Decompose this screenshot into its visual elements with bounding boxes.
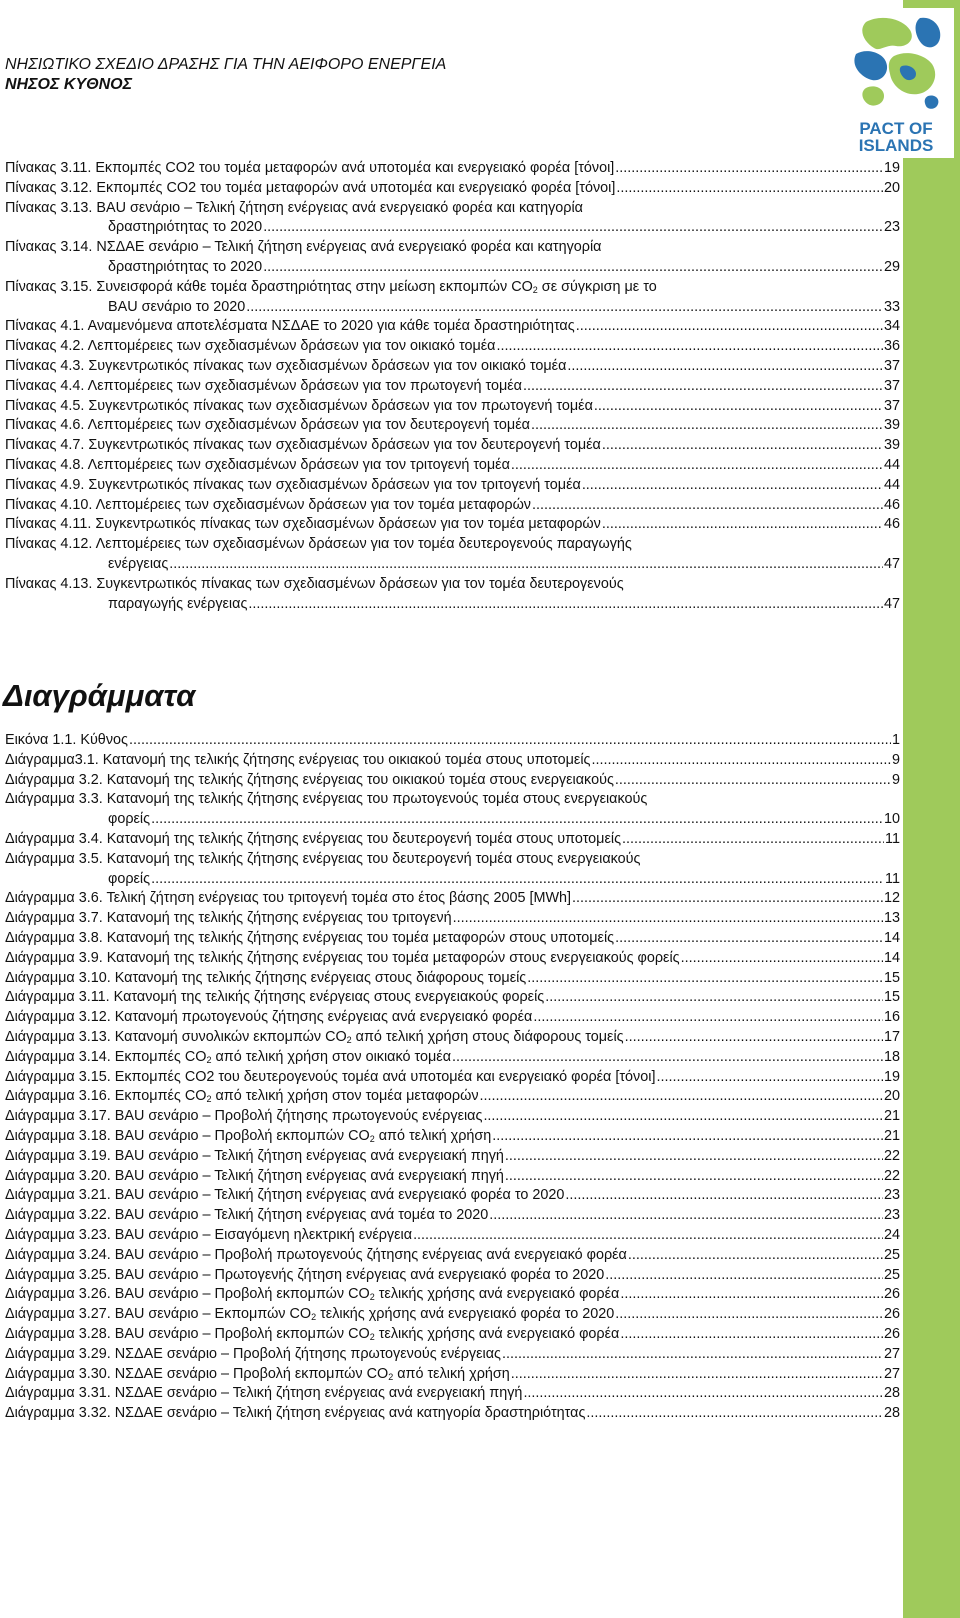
entry-title-wrap: παραγωγής ενέργειας (108, 595, 248, 612)
entry-title: BAU σενάριο – Προβολή εκπομπών CO (114, 1325, 370, 1342)
entry-title-wrap: BAU σενάριο το 2020 (108, 298, 246, 315)
dot-leader (169, 555, 883, 575)
entry-title-wrap: ενέργειας (108, 555, 169, 572)
dot-leader (413, 1226, 883, 1246)
entry-label: Διάγραμμα 3.4. (5, 830, 103, 847)
toc-entry[interactable] (5, 535, 900, 575)
dot-leader (628, 1246, 883, 1266)
dot-leader (620, 1325, 883, 1345)
diagrams-heading: Διαγράμματα (3, 678, 196, 713)
entry-page-number: 44 (883, 456, 900, 473)
toc-entry[interactable] (5, 1404, 900, 1424)
dot-leader (602, 436, 883, 456)
entry-page-number: 46 (883, 496, 900, 513)
entry-title-continued: σε σύγκριση με το (537, 278, 657, 295)
dot-leader (545, 988, 883, 1008)
entry-page-number: 37 (883, 397, 900, 414)
entry-title: Συγκεντρωτικός πίνακας των σχεδιασμένων δράσεων για τον τριτογενή τομέα (88, 476, 581, 493)
entry-title: Εκπομπές CO2 του δευτερογενούς τομέα ανά υποτομέα και ενεργειακό φορέα [τόνοι] (114, 1068, 656, 1085)
entry-page-number: 11 (885, 830, 900, 847)
entry-page-number: 18 (883, 1048, 900, 1065)
entry-page-number: 20 (883, 179, 900, 196)
entry-page-number: 29 (883, 258, 900, 275)
entry-label: Διάγραμμα 3.6. (5, 890, 103, 907)
entry-label: Διάγραμμα 3.3. (5, 791, 103, 808)
entry-page-number: 39 (883, 417, 900, 434)
entry-label: Διάγραμμα 3.26. (5, 1286, 111, 1303)
entry-page-number: 9 (891, 751, 900, 768)
entry-title: ΝΣΔΑΕ σενάριο – Τελική ζήτηση ενέργειας ανά κατηγορία δραστηριότητας (114, 1405, 586, 1422)
dot-leader (452, 1048, 883, 1068)
entry-title-continued: από τελική χρήση στους διάφορους τομείς (351, 1028, 624, 1045)
entry-label: Διάγραμμα 3.31. (5, 1385, 111, 1402)
logo-text-line2: ISLANDS (858, 136, 934, 155)
subscript: 2 (206, 1094, 212, 1105)
entry-title: Εκπομπές CO2 του τομέα μεταφορών ανά υποτομέα και ενεργειακό φορέα [τόνοι] (96, 179, 616, 196)
entry-title: BAU σενάριο – Τελική ζήτηση ενέργειας ανά ενεργειακό φορέα και κατηγορία (96, 199, 583, 216)
toc-entry[interactable] (5, 416, 900, 436)
entry-title-continued: από τελική χρήση στον τομέα μεταφορών (211, 1088, 479, 1105)
entry-label: Πίνακας 4.1. (5, 318, 85, 335)
entry-page-number: 23 (883, 1187, 900, 1204)
entry-label: Διάγραμμα 3.9. (5, 949, 103, 966)
entry-title: Κατανομή της τελικής ζήτησης ενέργειας του δευτερογενή τομέα στους υποτομείς (106, 830, 622, 847)
dot-leader (502, 1345, 883, 1365)
dot-leader (615, 1305, 883, 1325)
entry-label: Πίνακας 3.13. (5, 199, 93, 216)
entry-page-number: 22 (883, 1147, 900, 1164)
entry-label: Διάγραμμα 3.12. (5, 1009, 111, 1026)
entry-title: BAU σενάριο – Τελική ζήτηση ενέργειας ανά τομέα το 2020 (114, 1207, 489, 1224)
dot-leader (527, 969, 883, 989)
dot-leader (576, 317, 883, 337)
entry-title: Συγκεντρωτικός πίνακας των σχεδιασμένων δράσεων για τον πρωτογενή τομέα (88, 397, 593, 414)
entry-label: Διάγραμμα 3.24. (5, 1246, 111, 1263)
entry-label: Διάγραμμα 3.15. (5, 1068, 111, 1085)
entry-label: Πίνακας 3.11. (5, 160, 92, 176)
entry-page-number: 15 (883, 969, 900, 986)
entry-title: Κατανομή πρωτογενούς ζήτησης ενέργειας ανά ενεργειακό φορέα (114, 1009, 533, 1026)
toc-entry[interactable] (5, 1285, 900, 1305)
entry-title-continued: τελικής χρήσης ανά ενεργειακό φορέα το 2020 (316, 1306, 615, 1323)
dot-leader (505, 1167, 883, 1187)
right-green-margin-bar (903, 0, 960, 1618)
entry-title: Κατανομή της τελικής ζήτησης ενέργειας του τριτογενή (106, 910, 452, 927)
entry-page-number: 19 (883, 1068, 900, 1085)
entry-label: Εικόνα 1.1. (5, 732, 77, 748)
entry-label: Διάγραμμα 3.19. (5, 1147, 111, 1164)
toc-entry[interactable] (5, 456, 900, 476)
entry-title: Κύθνος (80, 732, 128, 748)
dot-leader (625, 1028, 883, 1048)
entry-page-number: 27 (883, 1365, 900, 1382)
dot-leader (246, 298, 883, 318)
toc-entry[interactable] (5, 1127, 900, 1147)
entry-label: Διάγραμμα 3.22. (5, 1207, 111, 1224)
header-subtitle: ΝΗΣΟΣ ΚΥΘΝΟΣ (5, 76, 133, 93)
toc-entry[interactable] (5, 1384, 900, 1404)
subscript: 2 (369, 1133, 375, 1144)
entry-title-continued: από τελική χρήση στον οικιακό τομέα (211, 1048, 452, 1065)
entry-title: Συνεισφορά κάθε τομέα δραστηριότητας στην μείωση εκπομπών CO (96, 278, 533, 295)
entry-title: BAU σενάριο – Τελική ζήτηση ενέργειας ανά ενεργειακό φορέα το 2020 (114, 1187, 565, 1204)
toc-entry[interactable] (5, 1087, 900, 1107)
dot-leader (505, 1147, 883, 1167)
toc-entry[interactable] (5, 199, 900, 239)
toc-entry[interactable] (5, 317, 900, 337)
dot-leader (616, 179, 883, 199)
entry-title: BAU σενάριο – Προβολή εκπομπών CO (114, 1127, 370, 1144)
entry-page-number: 1 (891, 732, 900, 748)
toc-entry[interactable] (5, 929, 900, 949)
dot-leader (591, 751, 891, 771)
toc-entry[interactable] (5, 496, 900, 516)
toc-entry[interactable] (5, 1325, 900, 1345)
dot-leader (594, 397, 883, 417)
entry-label: Διάγραμμα 3.7. (5, 910, 103, 927)
entry-title-continued: από τελική χρήση (374, 1127, 492, 1144)
document-header (5, 55, 446, 95)
entry-label: Διάγραμμα 3.11. (5, 989, 110, 1006)
entry-title: Εκπομπές CO (114, 1088, 207, 1105)
entry-page-number: 9 (891, 771, 900, 788)
entry-title: Συγκεντρωτικός πίνακας των σχεδιασμένων δράσεων για τον τομέα δευτερογενούς (96, 575, 624, 592)
entry-title: Αναμενόμενα αποτελέσματα ΝΣΔΑΕ το 2020 για κάθε τομέα δραστηριότητας (87, 318, 575, 335)
subscript: 2 (532, 284, 538, 295)
entry-page-number: 11 (885, 870, 900, 887)
entry-page-number: 26 (883, 1286, 900, 1303)
entry-title: Εκπομπές CO (114, 1048, 207, 1065)
toc-entry[interactable] (5, 159, 900, 179)
toc-entry[interactable] (5, 790, 900, 830)
dot-leader (656, 1068, 883, 1088)
entry-title-wrap: φορείς (108, 811, 151, 828)
entry-title: BAU σενάριο – Προβολή εκπομπών CO (114, 1286, 370, 1303)
entry-title: Κατανομή συνολικών εκπομπών CO (114, 1028, 347, 1045)
toc-entry[interactable] (5, 1365, 900, 1385)
entry-title: Κατανομή της τελικής ζήτησης ενέργειας του τομέα μεταφορών στους ενεργειακούς φορείς (106, 949, 680, 966)
entry-page-number: 14 (883, 929, 900, 946)
toc-entry[interactable] (5, 1167, 900, 1187)
entry-title: Συγκεντρωτικός πίνακας των σχεδιασμένων δράσεων για τον δευτερογενή τομέα (88, 437, 601, 454)
entry-title: Κατανομή της τελικής ζήτησης ενέργειας του πρωτογενούς τομέα στους ενεργειακούς (106, 791, 648, 808)
entry-page-number: 26 (883, 1325, 900, 1342)
toc-entry[interactable] (5, 476, 900, 496)
toc-entry[interactable] (5, 830, 900, 850)
toc-entry[interactable] (5, 238, 900, 278)
entry-label: Διάγραμμα 3.18. (5, 1127, 111, 1144)
entry-title: Κατανομή της τελικής ζήτησης ενέργειας του δευτερογενή τομέα στους ενεργειακούς (106, 850, 641, 867)
toc-entry[interactable] (5, 1246, 900, 1266)
entry-title: BAU σενάριο – Προβολή ζήτησης πρωτογενούς ενέργειας (114, 1108, 483, 1125)
dot-leader (511, 1365, 883, 1385)
toc-entry[interactable] (5, 969, 900, 989)
entry-label: Διάγραμμα3.1. (5, 751, 99, 768)
toc-entry[interactable] (5, 179, 900, 199)
dot-leader (480, 1087, 883, 1107)
subscript: 2 (206, 1054, 212, 1065)
entry-label: Διάγραμμα 3.8. (5, 929, 103, 946)
entry-title: Συγκεντρωτικός πίνακας των σχεδιασμένων δράσεων για τον τομέα μεταφορών (95, 516, 601, 533)
entry-page-number: 23 (883, 1207, 900, 1224)
dot-leader (151, 810, 883, 830)
entry-title: Κατανομή της τελικής ζήτησης ενέργειας στους διάφορους τομείς (114, 969, 527, 986)
entry-title: ΝΣΔΑΕ σενάριο – Προβολή ζήτησης πρωτογενούς ενέργειας (114, 1345, 501, 1362)
entry-label: Πίνακας 3.12. (5, 179, 93, 196)
dot-leader (523, 377, 883, 397)
toc-entry[interactable] (5, 1266, 900, 1286)
entry-page-number: 44 (883, 476, 900, 493)
dot-leader (567, 357, 883, 377)
toc-entry[interactable] (5, 1147, 900, 1167)
toc-entry[interactable] (5, 1186, 900, 1206)
subscript: 2 (388, 1371, 394, 1382)
entry-title: BAU σενάριο – Προβολή πρωτογενούς ζήτησης ενέργειας ανά ενεργειακό φορέα (114, 1246, 627, 1263)
entry-page-number: 28 (883, 1405, 900, 1422)
toc-entry[interactable] (5, 751, 900, 771)
entry-label: Διάγραμμα 3.30. (5, 1365, 111, 1382)
entry-page-number: 33 (883, 298, 900, 315)
entry-label: Διάγραμμα 3.20. (5, 1167, 111, 1184)
toc-entry[interactable] (5, 1345, 900, 1365)
toc-entry[interactable] (5, 771, 900, 791)
entry-label: Πίνακας 3.15. (5, 278, 93, 295)
toc-entry[interactable] (5, 357, 900, 377)
dot-leader (602, 515, 883, 535)
entry-page-number: 39 (883, 437, 900, 454)
dot-leader (248, 595, 883, 615)
entry-label: Πίνακας 3.14. (5, 239, 93, 256)
entry-label: Διάγραμμα 3.32. (5, 1405, 111, 1422)
islands-map-icon (836, 8, 954, 120)
entry-label: Πίνακας 4.10. (5, 496, 93, 513)
entry-title-continued: από τελική χρήση (393, 1365, 510, 1382)
entry-title: BAU σενάριο – Τελική ζήτηση ενέργειας ανά ενεργειακή πηγή (114, 1147, 504, 1164)
entry-title: Λεπτομέρειες των σχεδιασμένων δράσεων για τον πρωτογενή τομέα (87, 377, 522, 394)
entry-title: Τελική ζήτηση ενέργειας του τριτογενή τομέα στο έτος βάσης 2005 [MWh] (106, 890, 572, 907)
entry-title: ΝΣΔΑΕ σενάριο – Προβολή εκπομπών CO (114, 1365, 389, 1382)
entry-label: Πίνακας 4.9. (5, 476, 85, 493)
entry-label: Διάγραμμα 3.23. (5, 1226, 111, 1243)
entry-title-continued: τελικής χρήσης ανά ενεργειακό φορέα (374, 1286, 620, 1303)
dot-leader (565, 1186, 883, 1206)
toc-entry[interactable] (5, 909, 900, 929)
toc-entry[interactable] (5, 1008, 900, 1028)
entry-title: Λεπτομέρειες των σχεδιασμένων δράσεων για τον τομέα μεταφορών (95, 496, 532, 513)
entry-label: Διάγραμμα 3.14. (5, 1048, 111, 1065)
dot-leader (531, 416, 883, 436)
toc-entry[interactable] (5, 1028, 900, 1048)
entry-label: Πίνακας 4.3. (5, 357, 85, 374)
entry-label: Πίνακας 4.8. (5, 456, 85, 473)
entry-page-number: 13 (883, 910, 900, 927)
dot-leader (532, 496, 883, 516)
entry-title: Λεπτομέρειες των σχεδιασμένων δράσεων για τον τριτογενή τομέα (87, 456, 510, 473)
header-title: ΝΗΣΙΩΤΙΚΟ ΣΧΕΔΙΟ ΔΡΑΣΗΣ ΓΙΑ ΤΗΝ ΑΕΙΦΟΡΟ ΕΝΕΡΓΕΙΑ (5, 56, 447, 73)
toc-entry[interactable] (5, 377, 900, 397)
entry-title-wrap: φορείς (108, 870, 151, 887)
entry-label: Πίνακας 4.6. (5, 417, 85, 434)
toc-entry[interactable] (5, 1107, 900, 1127)
entry-page-number: 25 (883, 1266, 900, 1283)
entry-label: Πίνακας 4.5. (5, 397, 85, 414)
entry-title: Λεπτομέρειες των σχεδιασμένων δράσεων για τον δευτερογενή τομέα (87, 417, 530, 434)
entry-page-number: 21 (883, 1108, 900, 1125)
toc-entry[interactable] (5, 889, 900, 909)
entry-page-number: 23 (883, 219, 900, 236)
entry-page-number: 34 (883, 318, 900, 335)
entry-title-continued: τελικής χρήσης ανά ενεργειακό φορέα (374, 1325, 620, 1342)
dot-leader (151, 870, 884, 890)
entry-label: Πίνακας 4.13. (5, 575, 93, 592)
entry-title: ΝΣΔΑΕ σενάριο – Τελική ζήτηση ενέργειας ανά ενεργειακό φορέα και κατηγορία (96, 239, 602, 256)
toc-entry[interactable] (5, 397, 900, 417)
dot-leader (129, 731, 891, 751)
entry-label: Διάγραμμα 3.27. (5, 1306, 111, 1323)
dot-leader (615, 159, 883, 179)
dot-leader (620, 1285, 883, 1305)
dot-leader (496, 337, 883, 357)
entry-page-number: 10 (883, 811, 900, 828)
toc-entry[interactable] (5, 988, 900, 1008)
entry-title: BAU σενάριο – Εισαγόμενη ηλεκτρική ενέργεια (114, 1226, 413, 1243)
entry-page-number: 20 (883, 1088, 900, 1105)
dot-leader (263, 218, 883, 238)
toc-entry[interactable] (5, 949, 900, 969)
entry-title: Κατανομή της τελικής ζήτησης ενέργειας στους ενεργειακούς φορείς (113, 989, 545, 1006)
dot-leader (483, 1107, 883, 1127)
entry-title: Εκπομπές CO2 του τομέα μεταφορών ανά υποτομέα και ενεργειακό φορέα [τόνοι] (95, 160, 615, 176)
entry-label: Πίνακας 4.12. (5, 536, 93, 553)
logo-text-line1: PACT OF (859, 119, 933, 138)
entry-page-number: 12 (883, 890, 900, 907)
toc-entry[interactable] (5, 1305, 900, 1325)
entry-label: Διάγραμμα 3.21. (5, 1187, 111, 1204)
entry-label: Πίνακας 4.7. (5, 437, 85, 454)
entry-label: Διάγραμμα 3.28. (5, 1325, 111, 1342)
entry-title: BAU σενάριο – Τελική ζήτηση ενέργειας ανά ενεργειακή πηγή (114, 1167, 504, 1184)
entry-title: BAU σενάριο – Εκπομπών CO (114, 1306, 312, 1323)
entry-page-number: 14 (883, 949, 900, 966)
entry-label: Διάγραμμα 3.5. (5, 850, 103, 867)
toc-entry[interactable] (5, 850, 900, 890)
dot-leader (492, 1127, 883, 1147)
toc-entry[interactable] (5, 337, 900, 357)
entry-label: Διάγραμμα 3.29. (5, 1345, 111, 1362)
dot-leader (489, 1206, 883, 1226)
entry-page-number: 47 (883, 555, 900, 572)
entry-page-number: 47 (883, 595, 900, 612)
entry-title: ΝΣΔΑΕ σενάριο – Τελική ζήτηση ενέργειας ανά ενεργειακή πηγή (114, 1385, 523, 1402)
dot-leader (263, 258, 883, 278)
dot-leader (615, 771, 891, 791)
subscript: 2 (369, 1292, 375, 1303)
entry-title-wrap: δραστηριότητας το 2020 (108, 219, 263, 236)
subscript: 2 (311, 1312, 317, 1323)
entry-page-number: 16 (883, 1009, 900, 1026)
dot-leader (572, 889, 883, 909)
entry-page-number: 37 (883, 377, 900, 394)
entry-label: Διάγραμμα 3.16. (5, 1088, 111, 1105)
dot-leader (533, 1008, 883, 1028)
entry-title: Συγκεντρωτικός πίνακας των σχεδιασμένων δράσεων για τον οικιακό τομέα (88, 357, 567, 374)
entry-page-number: 46 (883, 516, 900, 533)
entry-label: Διάγραμμα 3.10. (5, 969, 111, 986)
diagrams-list (5, 731, 900, 1424)
entry-label: Διάγραμμα 3.17. (5, 1108, 111, 1125)
pact-of-islands-logo (836, 8, 954, 158)
entry-label: Πίνακας 4.2. (5, 338, 85, 355)
entry-page-number: 36 (883, 338, 900, 355)
entry-page-number: 28 (883, 1385, 900, 1402)
toc-entry[interactable] (5, 515, 900, 535)
subscript: 2 (369, 1331, 375, 1342)
dot-leader (453, 909, 883, 929)
dot-leader (615, 929, 883, 949)
dot-leader (523, 1384, 883, 1404)
dot-leader (511, 456, 883, 476)
entry-label: Πίνακας 4.11. (5, 516, 92, 533)
entry-title: Κατανομή της τελικής ζήτησης ενέργειας του οικιακού τομέα στους ενεργειακούς (106, 771, 614, 788)
entry-page-number: 25 (883, 1246, 900, 1263)
entry-page-number: 19 (883, 160, 900, 176)
entry-title: Κατανομή της τελικής ζήτησης ενέργειας του οικιακού τομέα στους υποτομείς (102, 751, 591, 768)
toc-entry[interactable] (5, 436, 900, 456)
dot-leader (681, 949, 883, 969)
entry-page-number: 24 (883, 1226, 900, 1243)
toc-entry[interactable] (5, 1068, 900, 1088)
entry-label: Διάγραμμα 3.2. (5, 771, 103, 788)
toc-entry[interactable] (5, 731, 900, 751)
dot-leader (622, 830, 884, 850)
entry-title: BAU σενάριο – Πρωτογενής ζήτηση ενέργειας ανά ενεργειακό φορέα το 2020 (114, 1266, 605, 1283)
entry-title: Κατανομή της τελικής ζήτησης ενέργειας του τομέα μεταφορών στους υποτομείς (106, 929, 615, 946)
entry-page-number: 21 (883, 1127, 900, 1144)
entry-title: Λεπτομέρειες των σχεδιασμένων δράσεων για τον οικιακό τομέα (87, 338, 496, 355)
toc-entry[interactable] (5, 1048, 900, 1068)
toc-entry[interactable] (5, 575, 900, 615)
entry-page-number: 15 (883, 989, 900, 1006)
subscript: 2 (346, 1034, 352, 1045)
entry-page-number: 17 (883, 1028, 900, 1045)
entry-label: Διάγραμμα 3.25. (5, 1266, 111, 1283)
entry-title: Λεπτομέρειες των σχεδιασμένων δράσεων για τον τομέα δευτερογενούς παραγωγής (95, 536, 632, 553)
entry-label: Διάγραμμα 3.13. (5, 1028, 111, 1045)
toc-entry[interactable] (5, 1206, 900, 1226)
entry-label: Πίνακας 4.4. (5, 377, 85, 394)
toc-entry[interactable] (5, 1226, 900, 1246)
entry-title-wrap: δραστηριότητας το 2020 (108, 258, 263, 275)
dot-leader (586, 1404, 883, 1424)
entry-page-number: 37 (883, 357, 900, 374)
entry-page-number: 22 (883, 1167, 900, 1184)
dot-leader (605, 1266, 883, 1286)
entry-page-number: 27 (883, 1345, 900, 1362)
entry-page-number: 26 (883, 1306, 900, 1323)
dot-leader (582, 476, 883, 496)
toc-entry[interactable] (5, 278, 900, 318)
tables-list (5, 159, 900, 614)
